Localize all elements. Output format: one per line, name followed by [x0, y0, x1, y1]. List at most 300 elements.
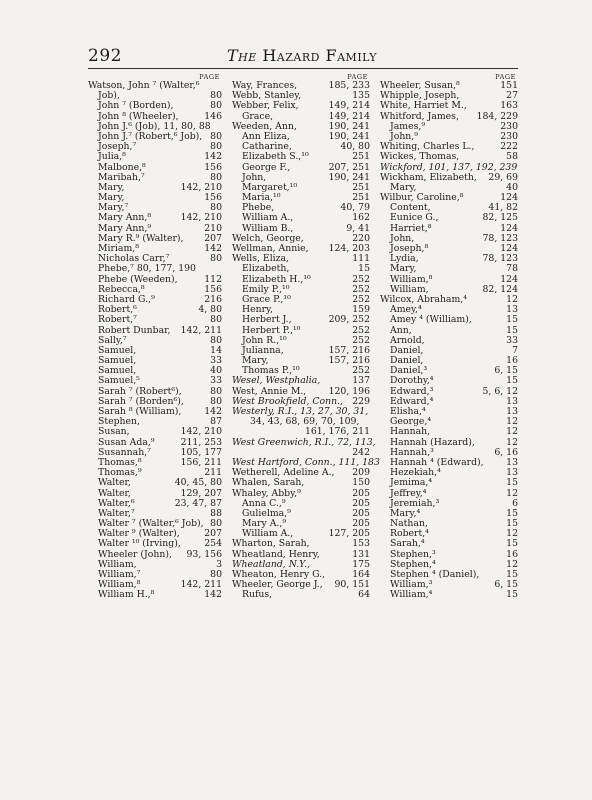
entry-name: Whitford, James,: [380, 110, 459, 122]
entry-name: Samuel,: [98, 355, 137, 367]
entry-name: Wheeler (John),: [98, 548, 172, 560]
entry-name: Phebe,: [242, 202, 275, 214]
entry-name: Dorothy,⁴: [390, 375, 434, 387]
entry-pages: 242: [352, 446, 370, 458]
entry-name: Gulielma,⁹: [242, 507, 291, 519]
entry-name: Walter ⁹ (Walter),: [98, 528, 180, 540]
entry-name: William,: [98, 558, 137, 570]
entry-pages: 205: [352, 487, 370, 499]
entry-name: Nathan,: [390, 518, 428, 530]
entry-pages: 58: [506, 151, 518, 163]
entry-pages: 12: [506, 426, 518, 438]
entry-pages: 252: [352, 273, 370, 285]
entry-name: Whaley, Abby,⁹: [232, 487, 301, 499]
entry-pages: 124: [500, 243, 518, 254]
entry-name: Wickford, 101, 137, 192, 239: [380, 161, 518, 173]
entry-name: John,: [242, 171, 267, 183]
entry-pages: 142: [204, 589, 222, 601]
entry-pages: 131: [352, 548, 370, 560]
entry-name: Robert,⁷: [98, 314, 137, 326]
entry-pages: 33: [506, 334, 518, 346]
entry-name: Hannah,: [390, 426, 431, 438]
entry-pages: 222: [500, 141, 518, 153]
entry-name: Welch, George,: [232, 232, 304, 244]
entry-name: William,⁸: [98, 579, 141, 591]
entry-name: Mary,: [98, 192, 125, 204]
entry-pages: 80: [210, 314, 222, 326]
entry-name: Stephen,: [98, 416, 140, 428]
index-column-3: [380, 73, 518, 601]
entry-pages: 162: [352, 212, 370, 224]
entry-pages: 185, 233: [328, 80, 370, 91]
entry-name: Webb, Stanley,: [232, 90, 302, 102]
entry-name: West Greenwich, R.I., 72, 113,: [232, 436, 376, 448]
entry-pages: 33: [210, 355, 222, 367]
entry-name: Watson, John ⁷ (Walter,⁶: [88, 80, 200, 91]
entry-pages: 124: [500, 273, 518, 285]
entry-name: West Hartford, Conn., 111, 183: [232, 456, 380, 468]
entry-name: Wheaton, Henry G.,: [232, 569, 326, 580]
entry-name: Eunice G.,: [390, 212, 439, 224]
entry-name: Sarah ⁸ (William),: [98, 406, 182, 417]
entry-pages: 149, 214: [328, 100, 370, 112]
entry-name: John,: [390, 232, 415, 244]
entry-pages: 15: [506, 324, 518, 336]
entry-pages: 80: [210, 171, 222, 183]
entry-name: Catharine,: [242, 141, 292, 153]
entry-name: Daniel,: [390, 344, 424, 356]
entry-pages: 207, 251: [328, 161, 370, 173]
entry-pages: 164: [352, 569, 370, 580]
entry-name: Rebecca,⁸: [98, 283, 145, 295]
entry-name: Sarah ⁷ (Borden⁶),: [98, 395, 184, 407]
entry-name: Edward,⁴: [390, 395, 434, 407]
entry-name: Robert,⁶: [98, 304, 137, 316]
entry-pages: 142: [204, 243, 222, 254]
entry-name: Westerly, R.I., 13, 27, 30, 31,: [232, 406, 369, 417]
entry-pages: 88: [210, 507, 222, 519]
entry-pages: 12: [506, 416, 518, 428]
entry-pages: 190, 241: [328, 120, 370, 132]
entry-name: Whalen, Sarah,: [232, 477, 305, 489]
entry-name: Sally,⁷: [98, 334, 127, 346]
entry-pages: 111: [352, 253, 370, 265]
entry-name: Phebe,⁷ 80, 177, 190: [98, 263, 196, 275]
running-title: [88, 46, 516, 65]
entry-pages: 137: [352, 375, 370, 387]
entry-name: Mary R.⁹ (Walter),: [98, 232, 184, 244]
entry-name: Elisha,⁴: [390, 406, 426, 417]
column-head: PAGE: [495, 73, 516, 81]
entry-name: Mary,: [390, 263, 417, 275]
index-entry: [88, 315, 222, 325]
entry-name: Whiting, Charles L.,: [380, 141, 475, 153]
entry-name: Ann Eliza,: [242, 130, 290, 142]
entry-pages: 142, 210: [180, 181, 222, 193]
index-column-2: [232, 73, 380, 601]
entry-pages: 80: [210, 569, 222, 580]
running-title-text: Hazard Family: [262, 46, 378, 65]
entry-name: Jeremiah,³: [390, 497, 440, 509]
entry-pages: 207: [204, 232, 222, 244]
entry-name: Mary,: [390, 181, 417, 193]
entry-name: Samuel,: [98, 365, 137, 377]
entry-name: Edward,³: [390, 385, 434, 397]
entry-pages: 252: [352, 293, 370, 305]
entry-pages: 151: [500, 80, 518, 91]
entry-pages: 15: [506, 589, 518, 601]
entry-name: Wetherell, Adeline A.,: [232, 467, 335, 479]
entry-name: Lydia,: [390, 253, 419, 265]
entry-pages: 254: [204, 538, 222, 550]
entry-pages: 16: [506, 548, 518, 560]
entry-pages: 15: [506, 518, 518, 530]
entry-pages: 142, 211: [180, 324, 222, 336]
entry-pages: 220: [352, 232, 370, 244]
index-entry: [380, 152, 518, 162]
entry-pages: 229: [352, 395, 370, 407]
entry-pages: 15: [506, 375, 518, 387]
entry-name: Wheeler, Susan,⁸: [380, 80, 460, 91]
entry-name: Wells, Eliza,: [232, 253, 290, 265]
entry-pages: 216: [204, 293, 222, 305]
entry-name: Susan,: [98, 426, 130, 438]
entry-name: Mary Ann,⁹: [98, 222, 152, 234]
entry-name: Walter,⁶: [98, 497, 135, 509]
entry-name: Sarah ⁷ (Robert⁶),: [98, 385, 182, 397]
entry-pages: 252: [352, 365, 370, 377]
entry-pages: 29, 69: [488, 171, 518, 183]
index-column-1: [88, 73, 222, 601]
entry-pages: 82, 125: [482, 212, 518, 224]
entry-name: William,⁴: [390, 589, 433, 601]
entry-pages: 80: [210, 334, 222, 346]
entry-name: Henry,: [242, 304, 274, 316]
entry-name: Thomas,⁸: [98, 456, 142, 468]
entry-name: Elizabeth H.,¹⁰: [242, 273, 311, 285]
entry-name: Daniel,: [390, 355, 424, 367]
entry-name: Walter ⁷ (Walter,⁶ Job),: [98, 518, 204, 530]
entry-name: Wheatland, N.Y.,: [232, 558, 311, 570]
entry-pages: 9, 41: [346, 222, 370, 234]
entry-pages: 210: [204, 222, 222, 234]
entry-pages: 135: [352, 90, 370, 102]
entry-name: Maribah,⁷: [98, 171, 145, 183]
entry-name: Wickes, Thomas,: [380, 151, 460, 163]
entry-name: Content,: [390, 202, 431, 214]
entry-pages: 40, 80: [340, 141, 370, 153]
page-number: 292: [88, 46, 122, 66]
entry-pages: 149, 214: [328, 110, 370, 122]
entry-name: Hannah ⁴ (Edward),: [390, 456, 484, 468]
entry-pages: 211, 253: [180, 436, 222, 448]
entry-pages: 124: [500, 192, 518, 204]
entry-pages: 124: [500, 222, 518, 234]
entry-pages: 13: [506, 467, 518, 479]
entry-pages: 64: [358, 589, 370, 601]
entry-name: Ann,: [390, 324, 412, 336]
entry-name: Rufus,: [242, 589, 273, 601]
entry-pages: 153: [352, 538, 370, 550]
entry-name: Weeden, Ann,: [232, 120, 297, 132]
entry-name: Wharton, Sarah,: [232, 538, 310, 550]
entry-name: Samuel,⁵: [98, 375, 140, 387]
index-entry: [380, 590, 518, 600]
entry-name: West Brookfield, Conn.,: [232, 395, 343, 407]
entry-pages: 156, 211: [180, 456, 222, 468]
entry-pages: 112: [204, 273, 222, 285]
entry-pages: 4, 80: [198, 304, 222, 316]
entry-name: John J.⁷ (Robert,⁶ Job),: [98, 130, 203, 142]
entry-pages: 124, 203: [328, 243, 370, 254]
entry-pages: 93, 156: [186, 548, 222, 560]
entry-pages: 13: [506, 406, 518, 417]
entry-pages: 80: [210, 141, 222, 153]
index-entry: [380, 315, 518, 325]
entry-pages: 150: [352, 477, 370, 489]
entry-pages: 190, 241: [328, 171, 370, 183]
entry-pages: 40, 79: [340, 202, 370, 214]
entry-name: William B.,: [242, 222, 294, 234]
entry-pages: 23, 47, 87: [174, 497, 222, 509]
entry-pages: 156: [204, 283, 222, 295]
entry-name: Walter,: [98, 477, 131, 489]
entry-pages: 205: [352, 518, 370, 530]
entry-pages: 252: [352, 334, 370, 346]
entry-name: White, Harriet M.,: [380, 100, 467, 112]
entry-pages: 129, 207: [180, 487, 222, 499]
entry-name: Julia,⁸: [98, 151, 126, 163]
entry-name: Mary Ann,⁸: [98, 212, 152, 224]
entry-name: John,⁹: [390, 130, 418, 142]
entry-name: Sarah,⁴: [390, 538, 425, 550]
entry-pages: 27: [506, 90, 518, 102]
entry-pages: 230: [500, 120, 518, 132]
entry-name: Wesel, Westphalia,: [232, 375, 321, 387]
entry-name: Grace,: [242, 110, 274, 122]
entry-name: George F.,: [242, 161, 291, 173]
entry-pages: 15: [506, 507, 518, 519]
entry-name: Whipple, Joseph,: [380, 90, 460, 102]
entry-pages: 205: [352, 497, 370, 509]
entry-pages: 40: [506, 181, 518, 193]
index-entry: [88, 478, 222, 488]
entry-name: Walter,: [98, 487, 131, 499]
entry-name: Grace P.,¹⁰: [242, 293, 291, 305]
entry-name: John J.⁶ (Job), 11, 80, 88: [98, 120, 211, 132]
index-entry: [232, 590, 370, 600]
entry-name: Wheeler, George J.,: [232, 579, 323, 591]
entry-pages: 156: [204, 192, 222, 204]
entry-pages: 156: [204, 161, 222, 173]
entry-pages: 230: [500, 130, 518, 142]
entry-name: Julianna,: [242, 344, 284, 356]
entry-name: Jeffrey,⁴: [390, 487, 427, 499]
entry-name: Walter,⁷: [98, 507, 135, 519]
entry-name: Herbert J.,: [242, 314, 292, 326]
entry-pages: 80: [210, 395, 222, 407]
entry-pages: 13: [506, 456, 518, 468]
entry-pages: 252: [352, 283, 370, 295]
entry-pages: 80: [210, 385, 222, 397]
entry-pages: 105, 177: [180, 446, 222, 458]
entry-name: West, Annie M.,: [232, 385, 307, 397]
index-entry: [232, 315, 370, 325]
entry-pages: 80: [210, 130, 222, 142]
entry-pages: 6: [512, 497, 518, 509]
entry-pages: 5, 6, 12: [482, 385, 518, 397]
entry-pages: 78, 123: [482, 253, 518, 265]
entry-pages: 78: [506, 263, 518, 275]
header-rule: [88, 68, 518, 69]
entry-name: John R.,¹⁰: [242, 334, 287, 346]
entry-pages: 80: [210, 202, 222, 214]
entry-name: Phebe (Weeden),: [98, 273, 178, 285]
entry-name: Mary,⁷: [98, 202, 129, 214]
entry-pages: 90, 151: [334, 579, 370, 591]
entry-name: Wheatland, Henry,: [232, 548, 320, 560]
column-head: PAGE: [199, 73, 220, 81]
entry-name: Malbone,⁸: [98, 161, 146, 173]
entry-pages: 207: [204, 528, 222, 540]
entry-pages: 205: [352, 507, 370, 519]
entry-pages: 6, 16: [494, 446, 518, 458]
entry-pages: 142, 210: [180, 426, 222, 438]
entry-pages: 190, 241: [328, 130, 370, 142]
running-title-the: The: [226, 46, 257, 65]
entry-pages: 80: [210, 100, 222, 112]
entry-name: Thomas,⁹: [98, 467, 142, 479]
entry-name: Emily P.,¹⁰: [242, 283, 290, 295]
index-entry: [380, 478, 518, 488]
entry-pages: 251: [352, 181, 370, 193]
entry-name: Hannah (Hazard),: [390, 436, 475, 448]
entry-pages: 14: [210, 344, 222, 356]
entry-pages: 15: [506, 538, 518, 550]
entry-pages: 6, 15: [494, 365, 518, 377]
entry-name: Herbert P.,¹⁰: [242, 324, 301, 336]
entry-pages: 161, 176, 211: [304, 426, 370, 438]
entry-pages: 13: [506, 304, 518, 316]
entry-name: Thomas P.,¹⁰: [242, 365, 300, 377]
entry-name: Arnold,: [390, 334, 425, 346]
entry-name: Webber, Felix,: [232, 100, 299, 112]
entry-name: William,⁷: [98, 569, 141, 580]
entry-pages: 15: [358, 263, 370, 275]
entry-pages: 3: [216, 558, 222, 570]
entry-pages: 157, 216: [328, 355, 370, 367]
entry-pages: 7: [512, 344, 518, 356]
entry-pages: 175: [352, 558, 370, 570]
entry-name: Samuel,: [98, 344, 137, 356]
entry-name: William,³: [390, 579, 433, 591]
entry-pages: 80: [210, 90, 222, 102]
entry-name: William H.,⁸: [98, 589, 155, 601]
entry-pages: 12: [506, 528, 518, 540]
entry-pages: 40, 45, 80: [174, 477, 222, 489]
page-header: [88, 44, 516, 66]
entry-name: Wellman, Annie,: [232, 243, 309, 254]
entry-name: Amey ⁴ (William),: [390, 314, 472, 326]
entry-name: Way, Frances,: [232, 80, 298, 91]
entry-name: Stephen,³: [390, 548, 436, 560]
entry-pages: 142: [204, 151, 222, 163]
entry-name: Richard G.,⁹: [98, 293, 155, 305]
entry-pages: 6, 15: [494, 579, 518, 591]
entry-name: William A.,: [242, 212, 294, 224]
entry-pages: 211: [204, 467, 222, 479]
entry-pages: 12: [506, 558, 518, 570]
entry-pages: 146: [204, 110, 222, 122]
entry-pages: 184, 229: [476, 110, 518, 122]
entry-name: Walter ¹⁰ (Irving),: [98, 538, 181, 550]
entry-pages: 12: [506, 436, 518, 448]
entry-name: Mary,: [98, 181, 125, 193]
entry-name: Elizabeth,: [242, 263, 290, 275]
index-entry: [232, 152, 370, 162]
entry-name: Robert,⁴: [390, 528, 429, 540]
entry-pages: 12: [506, 487, 518, 499]
entry-name: John ⁷ (Borden),: [98, 100, 174, 112]
entry-name: Susan Ada,⁹: [98, 436, 155, 448]
column-head: PAGE: [347, 73, 368, 81]
entry-name: William,⁸: [390, 273, 433, 285]
entry-pages: 159: [352, 304, 370, 316]
entry-name: William A.,: [242, 528, 294, 540]
entry-name: Mary A.,⁹: [242, 518, 287, 530]
entry-pages: 15: [506, 477, 518, 489]
entry-pages: 13: [506, 395, 518, 407]
entry-name: Stephen ⁴ (Daniel),: [390, 569, 480, 580]
entry-name: Wilcox, Abraham,⁴: [380, 293, 467, 305]
index-entry: [88, 152, 222, 162]
entry-pages: 78, 123: [482, 232, 518, 244]
entry-pages: 15: [506, 314, 518, 326]
entry-name: 34, 43, 68, 69, 70, 109,: [250, 416, 360, 428]
entry-pages: 209, 252: [328, 314, 370, 326]
entry-pages: 40: [210, 365, 222, 377]
entry-name: Job),: [98, 90, 120, 102]
entry-name: Nicholas Carr,⁷: [98, 253, 170, 265]
entry-pages: 80: [210, 518, 222, 530]
entry-name: Robert Dunbar,: [98, 324, 171, 336]
entry-name: Mary,: [242, 355, 269, 367]
entry-pages: 142, 211: [180, 579, 222, 591]
entry-name: James,⁹: [390, 120, 426, 132]
entry-pages: 12: [506, 293, 518, 305]
entry-name: Jemima,⁴: [390, 477, 433, 489]
entry-name: Hezekiah,⁴: [390, 467, 441, 479]
entry-pages: 157, 216: [328, 344, 370, 356]
entry-name: Maria,¹⁰: [242, 192, 281, 204]
entry-pages: 15: [506, 569, 518, 580]
entry-pages: 120, 196: [328, 385, 370, 397]
index-entry: [88, 590, 222, 600]
entry-pages: 33: [210, 375, 222, 387]
entry-pages: 251: [352, 192, 370, 204]
entry-name: William,: [390, 283, 429, 295]
entry-pages: 127, 205: [328, 528, 370, 540]
entry-name: George,⁴: [390, 416, 432, 428]
entry-name: Elizabeth S.,¹⁰: [242, 151, 309, 163]
entry-pages: 87: [210, 416, 222, 428]
entry-pages: 41, 82: [488, 202, 518, 214]
entry-name: Susannah,⁷: [98, 446, 151, 458]
entry-pages: 16: [506, 355, 518, 367]
entry-name: Harriet,⁸: [390, 222, 432, 234]
entry-name: Wilbur, Caroline,⁸: [380, 192, 464, 204]
entry-pages: 80: [210, 253, 222, 265]
